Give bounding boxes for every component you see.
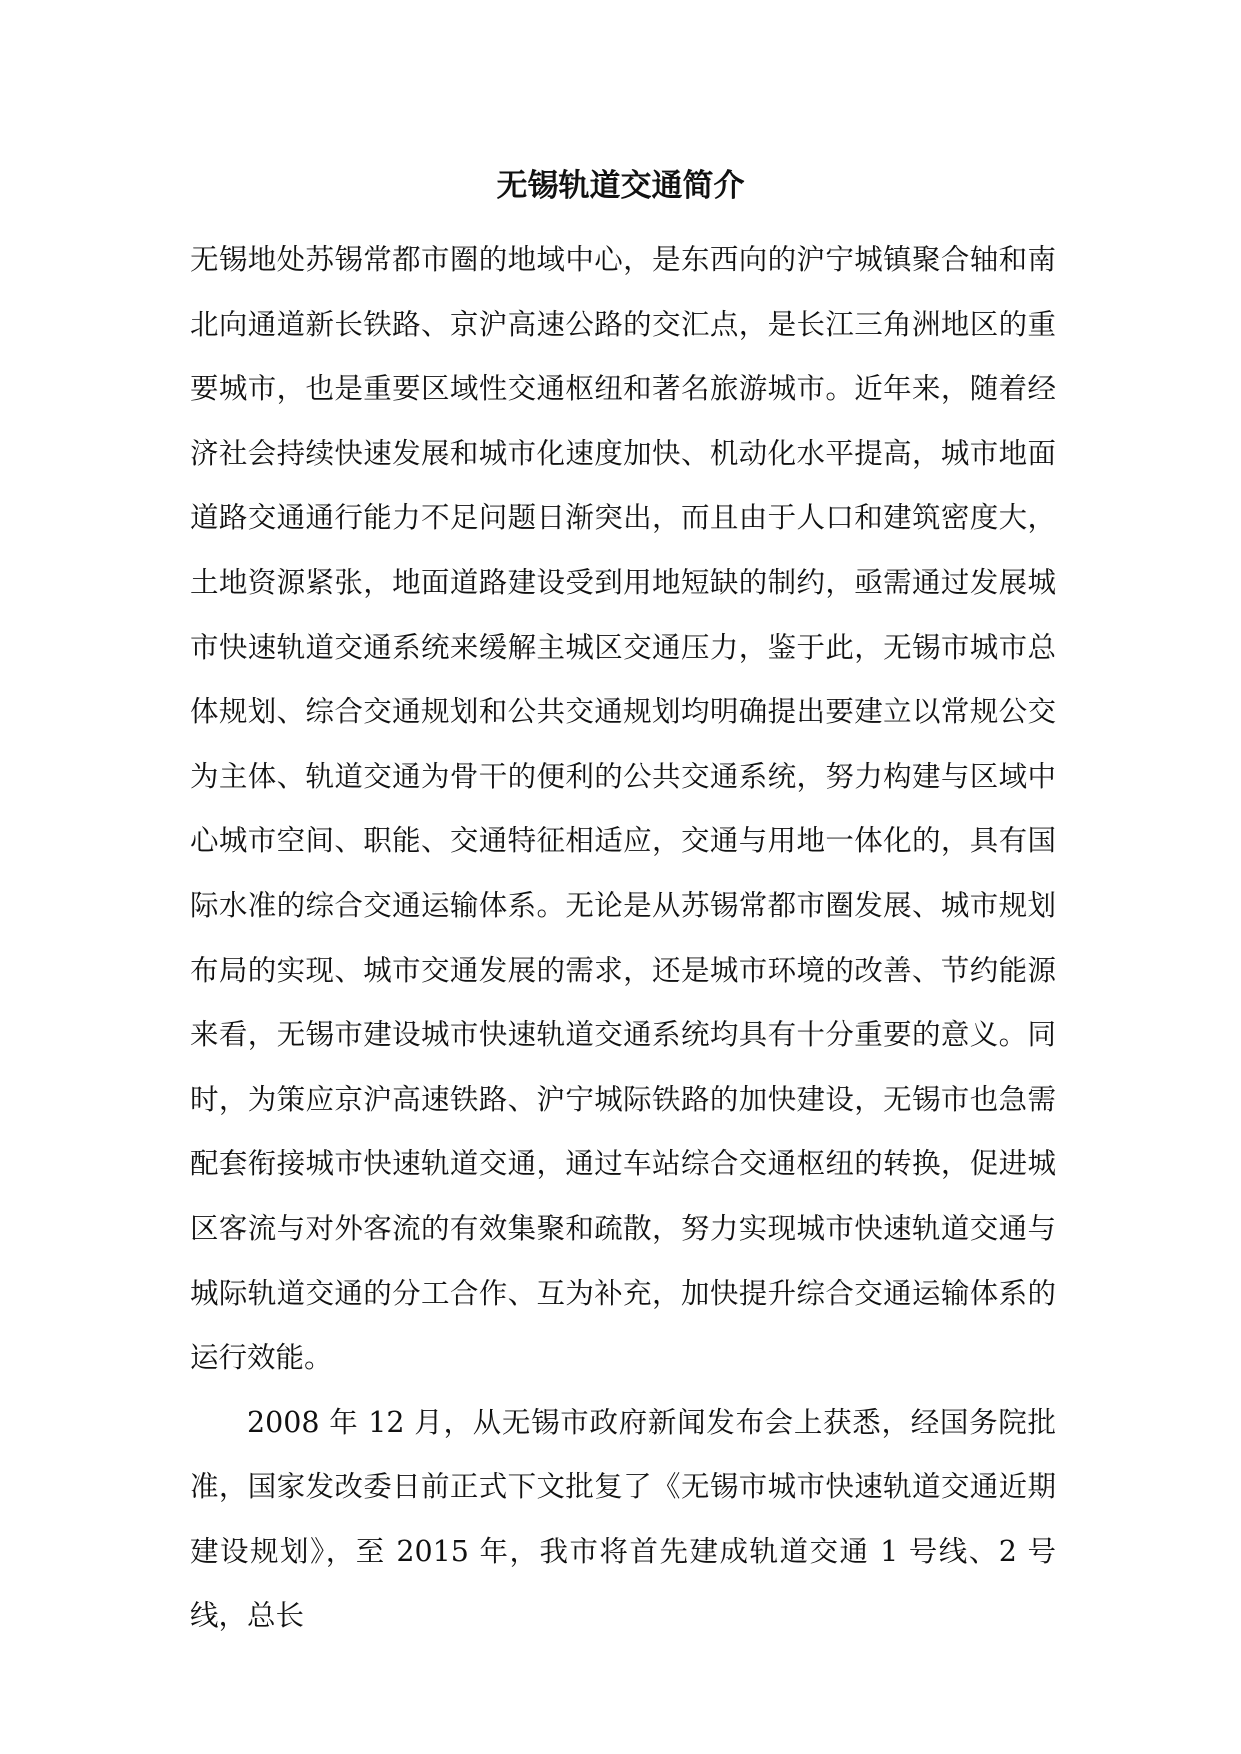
document-body [190, 228, 1056, 1649]
document-title: 无锡轨道交通简介 [496, 168, 745, 204]
paragraph-2008: 2008 年 12 月，从无锡市政府新闻发布会上获悉，经国务院批准，国家发改委日前正式下文批复了《无锡市城市快速轨道交通近期建设规划》，至 2015 年，我市将首先建成轨道交通 1 号线、2 号线，总长 [190, 1405, 1056, 1633]
paragraph-intro: 无锡地处苏锡常都市圈的地域中心，是东西向的沪宁城镇聚合轴和南北向通道新长铁路、京沪高速公路的交汇点，是长江三角洲地区的重要城市，也是重要区域性交通枢纽和著名旅游城市。近年来，随着经济社会持续快速发展和城市化速度加快、机动化水平提高，城市地面道路交通通行能力不足问题日渐突出，而且由于人口和建筑密度大，土地资源紧张，地面道路建设受到用地短缺的制约，亟需通过发展城市快速轨道交通系统来缓解主城区交通压力，鉴于此，无锡市城市总体规划、综合交通规划和公共交通规划均明确提出要建立以常规公交为主体、轨道交通为骨干的便利的公共交通系统，努力构建与区域中心城市空间、职能、交通特征相适应，交通与用地一体化的，具有国际水准的综合交通运输体系。无论是从苏锡常都市圈发展、城市规划布局的实现、城市交通发展的需求，还是城市环境的改善、节约能源来看，无锡市建设城市快速轨道交通系统均具有十分重要的意义。同时，为策应京沪高速铁路、沪宁城际铁路的加快建设，无锡市也急需配套衔接城市快速轨道交通，通过车站综合交通枢纽的转换，促进城区客流与对外客流的有效集聚和疏散，努力实现城市快速轨道交通与城际轨道交通的分工合作、互为补充，加快提升综合交通运输体系的运行效能。 [190, 243, 1056, 1375]
